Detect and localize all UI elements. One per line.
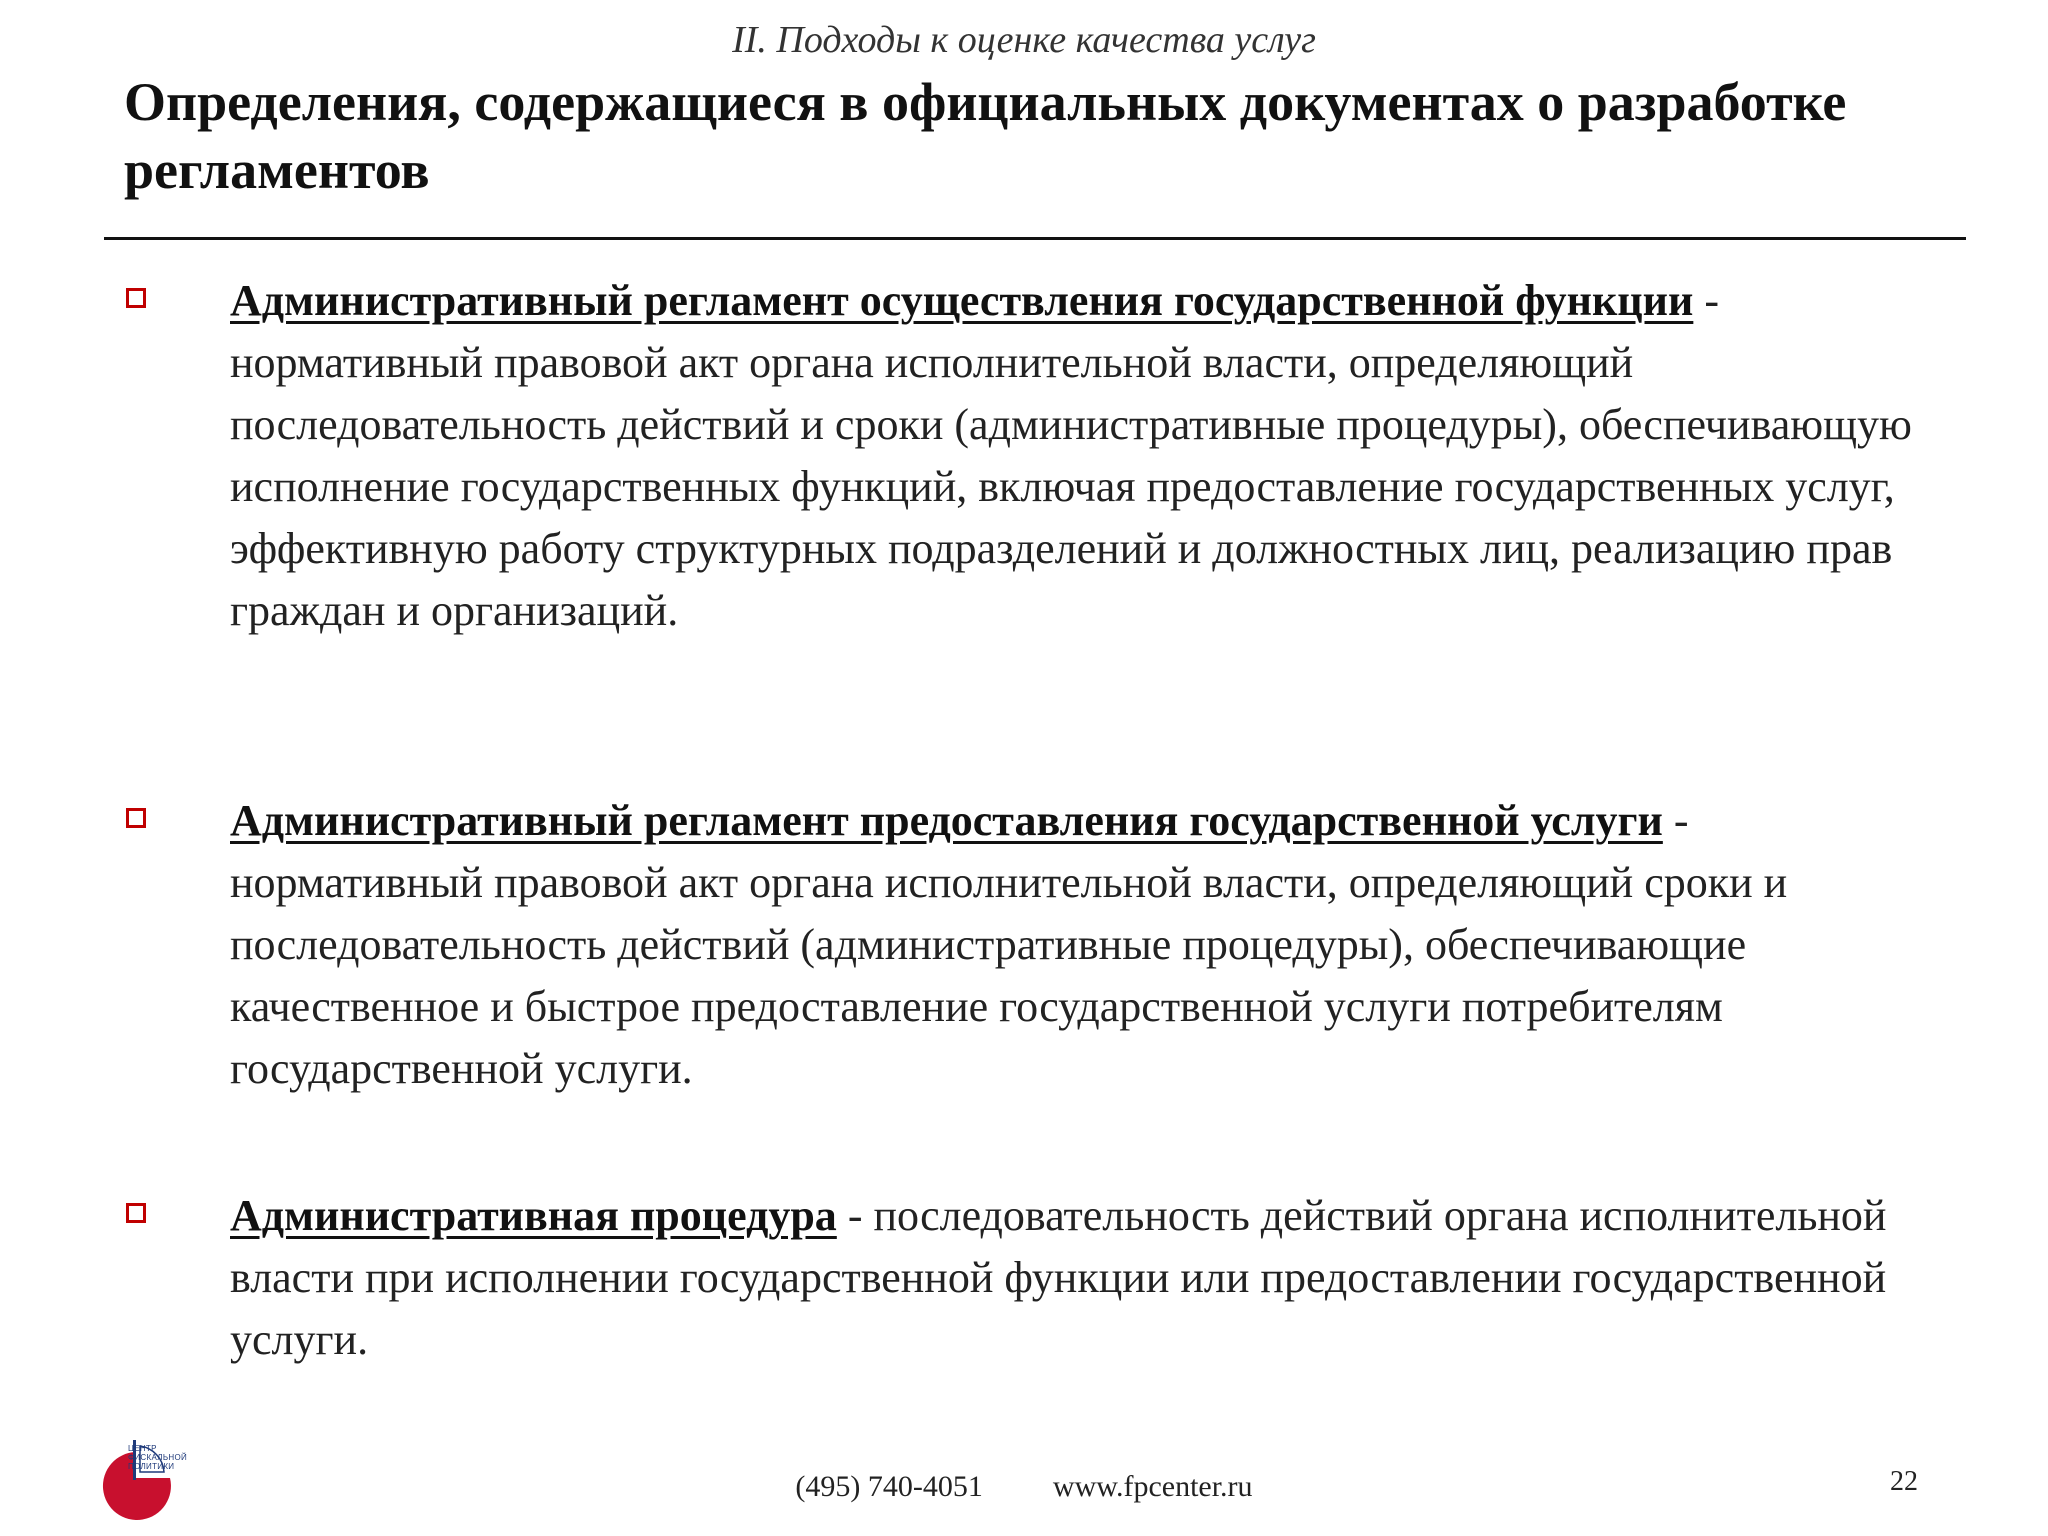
square-bullet-icon	[126, 808, 146, 828]
square-bullet-icon	[126, 1203, 146, 1223]
definition-term: Административный регламент осуществления государственной функции	[230, 276, 1694, 325]
title-divider	[104, 237, 1966, 240]
logo-line: ФИСКАЛЬНОЙ	[128, 1453, 188, 1462]
definition-body: - последовательность действий органа исполнительной власти при исполнении государственной функции или предоставлении государственной услуги.	[230, 1191, 1887, 1364]
definition-term: Административная процедура	[230, 1191, 837, 1240]
definition-body: - нормативный правовой акт органа исполнительной власти, определяющий последовательность действий и сроки (административные процедуры), обеспечивающую исполнение государственных функций, включая предоставление государственных услуг, эффективную работу структурных подразделений и должностных лиц, реализацию прав граждан и организаций.	[230, 276, 1912, 635]
page-number: 22	[1890, 1466, 1918, 1497]
footer-phone: (495) 740-4051	[795, 1470, 983, 1503]
footer-contacts	[0, 1470, 2048, 1504]
logo-line: ЦЕНТР	[128, 1444, 157, 1453]
logo-text	[128, 1444, 187, 1471]
definition-text	[230, 790, 1930, 1100]
logo-line: ПОЛИТИКИ	[128, 1462, 175, 1471]
definition-term: Административный регламент предоставления государственной услуги	[230, 796, 1663, 845]
slide-title: Определения, содержащиеся в официальных документах о разработке регламентов	[124, 72, 1847, 200]
section-header: II. Подходы к оценке качества услуг	[732, 19, 1316, 61]
definition-text	[230, 270, 1930, 642]
footer-website-link[interactable]: www.fpcenter.ru	[1052, 1470, 1253, 1503]
definition-text	[230, 1185, 1930, 1371]
definition-body: - нормативный правовой акт органа исполнительной власти, определяющий сроки и последовательность действий (административные процедуры), обеспечивающие качественное и быстрое предоставление государственной услуги потребителям государственной услуги.	[230, 796, 1788, 1093]
square-bullet-icon	[126, 288, 146, 308]
